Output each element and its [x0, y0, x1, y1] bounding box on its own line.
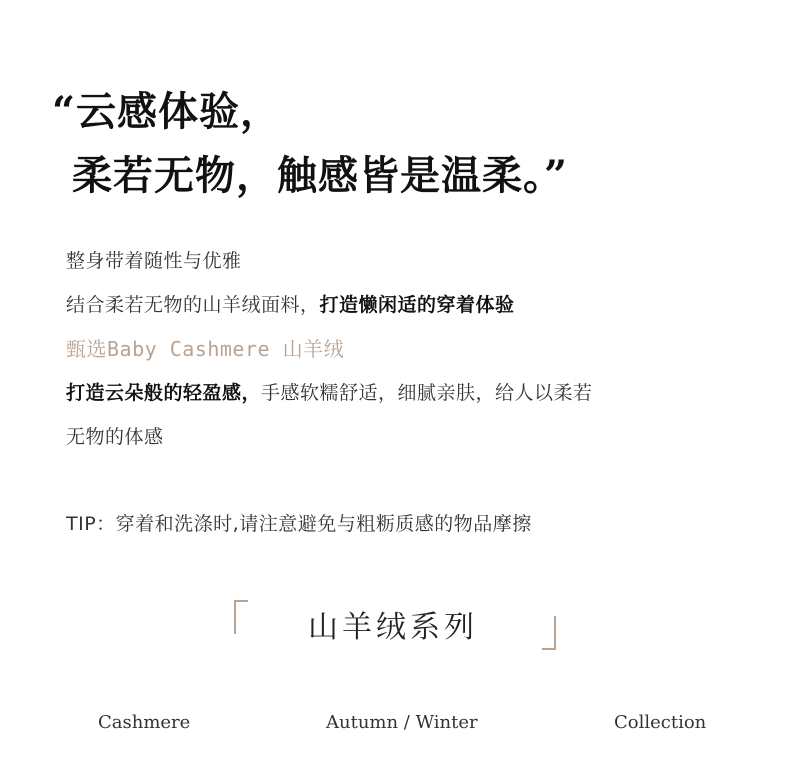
tip-text: TIP：穿着和洗涤时,请注意避免与粗粝质感的物品摩擦	[66, 513, 532, 535]
description-line-2-regular: 结合柔若无物的山羊绒面料，	[66, 294, 320, 316]
right-corner-bracket	[542, 616, 556, 650]
description-line-2-bold: 打造懒闲适的穿着体验	[319, 294, 515, 316]
description-line-3-accent: 甄选Baby Cashmere 山羊绒	[66, 337, 345, 361]
footer-center-label: Autumn / Winter	[326, 712, 478, 733]
description-line-4-regular: 手感软糯舒适，细腻亲肤，给人以柔若	[261, 382, 593, 404]
headline	[52, 80, 568, 208]
series-title: 山羊绒系列	[308, 610, 478, 645]
description-line-4	[66, 378, 593, 405]
footer-left-label: Cashmere	[98, 712, 191, 733]
description-line-4-bold: 打造云朵般的轻盈感，	[66, 382, 262, 404]
description-line-5: 无物的体感	[66, 426, 164, 448]
description-line-1: 整身带着随性与优雅	[66, 250, 242, 272]
footer-right-label: Collection	[614, 712, 707, 733]
headline-line-2: 柔若无物，触感皆是温柔。”	[72, 152, 569, 199]
left-corner-bracket	[234, 600, 248, 634]
headline-line-1: “云感体验，	[52, 88, 282, 135]
description-line-2	[66, 290, 515, 317]
